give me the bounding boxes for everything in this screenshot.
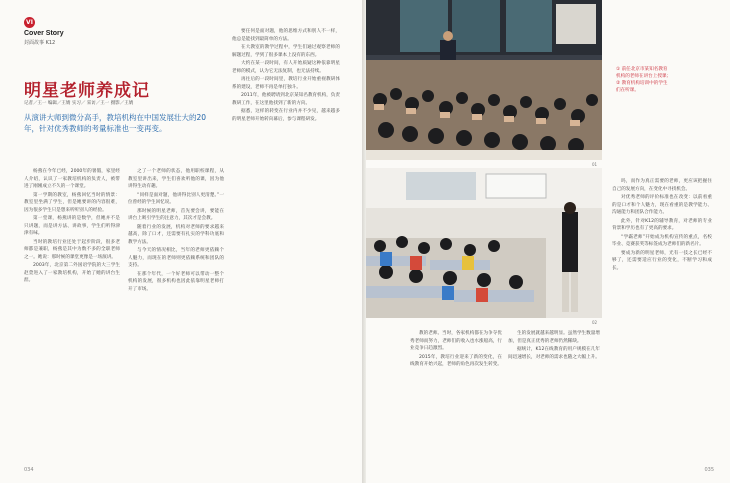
paragraph: 2015年，教培行业迎来了新的变化，在线教育开始兴起，老师的角色再次发生转变。 bbox=[410, 354, 502, 367]
paragraph: 据统计，K12在线教育的用户规模在几年间迅速增长，对老师的需求也随之大幅上升。 bbox=[508, 347, 600, 360]
left-column-1 bbox=[24, 168, 120, 468]
paragraph: 2011年，他被聘请到北京某知名教育机构，负责教研工作，在这里他找到了新的方向。 bbox=[232, 93, 340, 106]
left-column-2 bbox=[128, 168, 224, 468]
paragraph: 要成为新的明星老师，光有一技之长已经不够了，还需要适应行业的变化，不断学习和成长。 bbox=[612, 250, 712, 271]
paragraph: 之了一个老师的状态，他用职校课程，从教室里讲出来，学生们喜欢听他的课，因为他讲得生动有趣。 bbox=[128, 169, 224, 189]
page-number-right: 035 bbox=[704, 467, 714, 473]
left-page bbox=[0, 0, 362, 483]
classroom-lecture-photo bbox=[366, 0, 602, 160]
right-page bbox=[366, 0, 730, 483]
paragraph: 杨燕在今年已经，2000年的暑假，家里经人介绍，认识了一家教培机构的负责人，被带进了刚刚成立不久的一个课堂。 bbox=[24, 169, 120, 189]
paragraph: 此外，针对K12的辅导教育，对老师的专业背景和学历也有了更高的要求。 bbox=[612, 218, 712, 231]
paragraph: “同样是面对题，他讲得比别人更清楚。”一位曾经的学生回忆说。 bbox=[128, 192, 224, 205]
paragraph: 与今天的情况相比，当年的老师更依赖个人魅力，而现在的老师则更依赖系统和团队的支持。 bbox=[128, 248, 224, 268]
paragraph: 第一学期的教室，杨燕回忆当时的情景：教室里坐满了学生，但是她要讲的内容很难，因为很多学生只是想来听听别人的经验。 bbox=[24, 192, 120, 213]
paragraph: 随着行业的发展，机构对老师的要求越来越高，除了口才，还需要有扎实的学科功底和教学方法。 bbox=[128, 224, 224, 245]
paragraph: 当时的教培行业还处于起步阶段，很多老师都是兼职，杨燕是其中为数不多的全职老师之一。她说：那时候的课堂更像是一场演讲。 bbox=[24, 239, 120, 260]
right-column-2 bbox=[508, 330, 600, 470]
right-column-1 bbox=[410, 330, 502, 470]
section-badge: VI bbox=[24, 17, 35, 28]
right-column-3 bbox=[612, 178, 712, 468]
paragraph: 2003年，北京第二外国语学院的大三学生赵萱进入了一家教培机构，开始了她的讲台生涯。 bbox=[24, 263, 120, 283]
paragraph: 生的发展就越来越明显。虽然学生数量增加，但是真正优秀的老师仍然稀缺。 bbox=[508, 331, 600, 344]
paragraph: 教的老师。当时，各家机构都在为争夺优秀老师而努力，老师们的收入也水涨船高，行业竞争日趋激烈。 bbox=[410, 331, 502, 351]
byline: 记者／王一 编辑／王婧 实习／ 采访／王一 摄影／王婧 bbox=[24, 101, 134, 106]
paragraph: 那时候的明星老师，首先要会讲，要能在讲台上吸引学生的注意力，其次才是会教。 bbox=[128, 208, 224, 221]
paragraph: 对优秀老师的评价标准也在改变：以前看重的是口才和个人魅力，现在看重的是教学能力、沟通能力和团队合作能力。 bbox=[612, 195, 712, 215]
section-label: Cover Story bbox=[24, 30, 64, 37]
paragraph: 再往后的一段时间里，教培行业开始重视教研体系的建设，老师不再是单打独斗。 bbox=[232, 77, 340, 90]
photo-number-top: 01 bbox=[592, 162, 598, 167]
paragraph: 要任何是面对题，他的思维方式和别人不一样，他总是能找到最简单的方法。 bbox=[232, 29, 340, 42]
paragraph: 在那个年代，一个好老师可以带动一整个机构的发展，很多机构也因此依靠明星老师打开了市场。 bbox=[128, 271, 224, 292]
paragraph: “学霸老师”开始成为机构宣传的重点，名校毕业、竞赛获奖等标签成为老师们的新名片。 bbox=[612, 234, 712, 247]
paragraph: 大约在某一段时间，有人开始质疑这种依靠明星老师的模式，认为它无法复制，也无法持续。 bbox=[232, 61, 340, 74]
page-number-left: 034 bbox=[24, 467, 34, 473]
section-sublabel: 封面故事 K12 bbox=[24, 40, 56, 46]
students-classroom-photo bbox=[366, 168, 602, 318]
photo-number-bottom: 02 bbox=[592, 320, 598, 325]
paragraph: 吗，而作为真正需要的老师，更应该把握住自己的发展方向，在变化中寻找机会。 bbox=[612, 179, 712, 192]
left-column-3 bbox=[232, 28, 340, 468]
paragraph: 据悉，这样的转变在行业内并不少见，越来越多的明星老师开始转向幕后，参与课程研发。 bbox=[232, 109, 340, 122]
paragraph: 在大教室的教学过程中，学生们通过观察老师的解题过程，学到了很多课本上没有的东西。 bbox=[232, 45, 340, 58]
paragraph: 第一堂课，杨燕讲的是数学，但她并不是只讲题，而是讲方法、讲故事，学生们听得津津有味。 bbox=[24, 216, 120, 236]
article-lead: 从演讲大师到微分高手，教培机构在中国发展壮大的20年，针对优秀教师的考量标准也一变再变。 bbox=[24, 113, 207, 133]
photo-caption: ① 前任北京市某知名教育机构的老师在讲台上授课；② 教育机构培训中的学生们在听课。 bbox=[616, 67, 672, 93]
article-title: 明星老师养成记 bbox=[24, 81, 150, 101]
